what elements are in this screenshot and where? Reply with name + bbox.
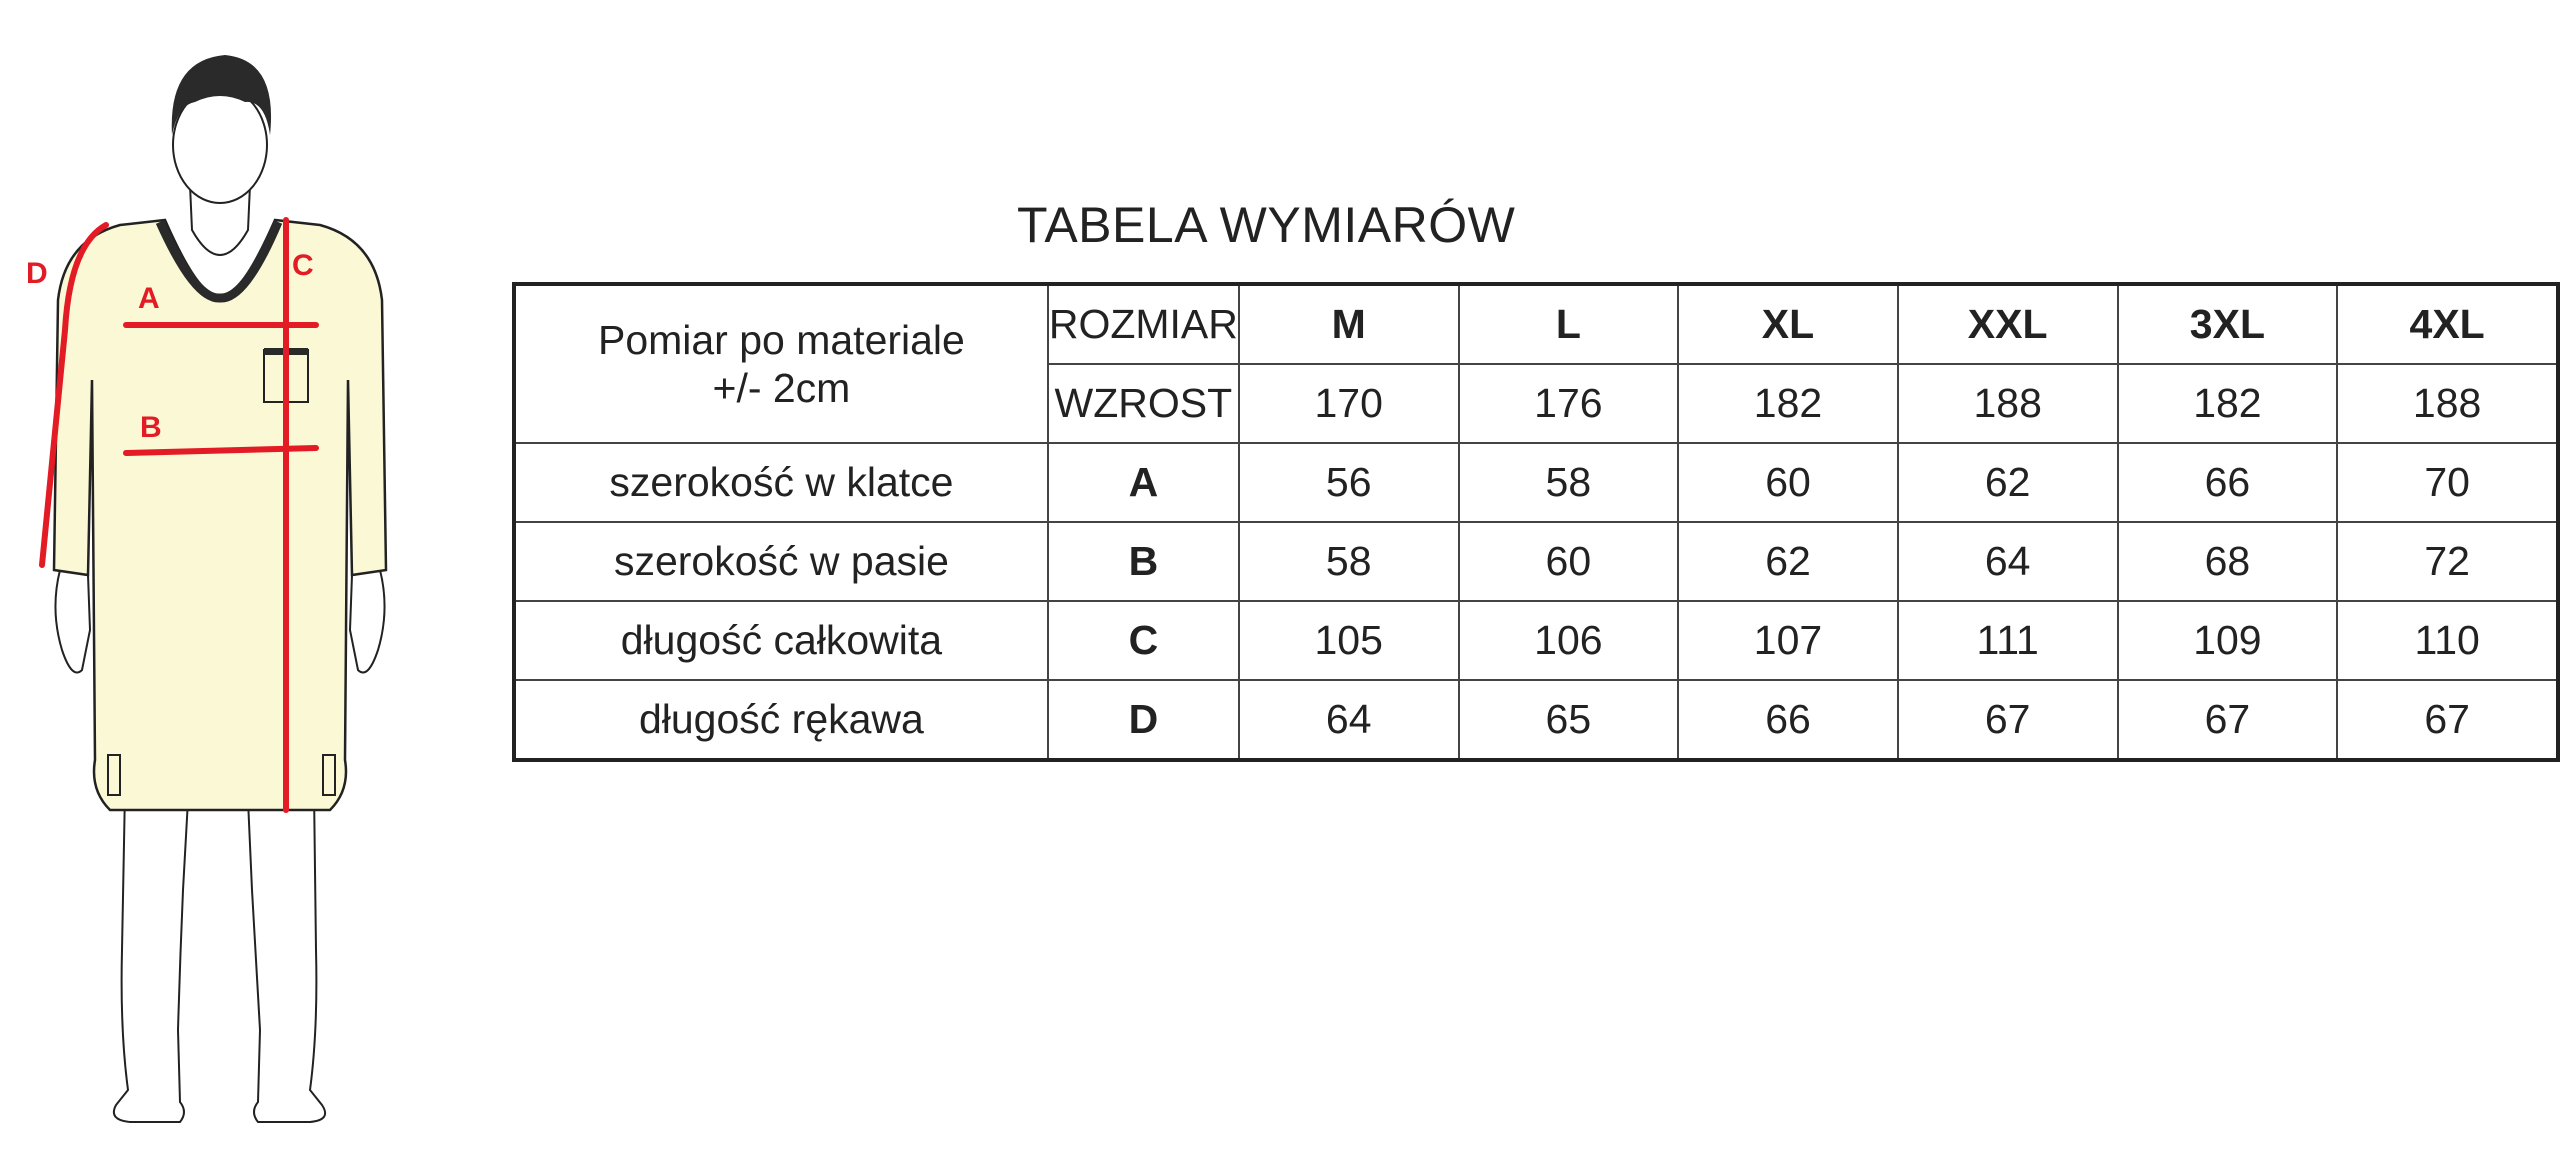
row-description: długość całkowita: [514, 601, 1048, 680]
value-cell: 107: [1678, 601, 1898, 680]
height-cell: 170: [1239, 364, 1459, 443]
left-hem-tab: [108, 755, 120, 795]
height-cell: 176: [1459, 364, 1679, 443]
size-cell: XXL: [1898, 284, 2118, 364]
row-letter: B: [1048, 522, 1239, 601]
header-description: [514, 284, 1048, 443]
header-desc-line2: +/- 2cm: [712, 365, 851, 411]
height-cell: 182: [2118, 364, 2338, 443]
label-b: B: [140, 411, 162, 444]
table-row-total-length: [514, 601, 2558, 680]
page-title: TABELA WYMIARÓW: [1017, 197, 1516, 253]
value-cell: 62: [1898, 443, 2118, 522]
value-cell: 62: [1678, 522, 1898, 601]
row-description: długość rękawa: [514, 680, 1048, 760]
row-description: szerokość w pasie: [514, 522, 1048, 601]
value-cell: 72: [2337, 522, 2558, 601]
label-a: A: [138, 282, 160, 315]
size-label: ROZMIAR: [1048, 284, 1239, 364]
size-cell: XL: [1678, 284, 1898, 364]
table-row-sizes: [514, 284, 2558, 364]
size-cell: 4XL: [2337, 284, 2558, 364]
value-cell: 110: [2337, 601, 2558, 680]
value-cell: 70: [2337, 443, 2558, 522]
value-cell: 105: [1239, 601, 1459, 680]
value-cell: 111: [1898, 601, 2118, 680]
row-letter: D: [1048, 680, 1239, 760]
row-description: szerokość w klatce: [514, 443, 1048, 522]
value-cell: 64: [1239, 680, 1459, 760]
right-hem-tab: [323, 755, 335, 795]
table-row-sleeve-length: [514, 680, 2558, 760]
legs: [114, 790, 325, 1122]
value-cell: 58: [1459, 443, 1679, 522]
table-row-waist-width: [514, 522, 2558, 601]
value-cell: 56: [1239, 443, 1459, 522]
table-row-chest-width: [514, 443, 2558, 522]
value-cell: 67: [1898, 680, 2118, 760]
value-cell: 67: [2337, 680, 2558, 760]
value-cell: 58: [1239, 522, 1459, 601]
value-cell: 106: [1459, 601, 1679, 680]
value-cell: 68: [2118, 522, 2338, 601]
value-cell: 109: [2118, 601, 2338, 680]
size-cell: M: [1239, 284, 1459, 364]
value-cell: 66: [2118, 443, 2338, 522]
value-cell: 60: [1678, 443, 1898, 522]
size-cell: 3XL: [2118, 284, 2338, 364]
value-cell: 60: [1459, 522, 1679, 601]
height-cell: 188: [2337, 364, 2558, 443]
value-cell: 65: [1459, 680, 1679, 760]
value-cell: 64: [1898, 522, 2118, 601]
label-c: C: [292, 249, 314, 282]
garment-figure: [20, 30, 440, 1140]
gown-body: [54, 220, 386, 810]
row-letter: C: [1048, 601, 1239, 680]
size-table: [512, 282, 2560, 762]
height-cell: 188: [1898, 364, 2118, 443]
label-d: D: [26, 257, 48, 290]
size-cell: L: [1459, 284, 1679, 364]
value-cell: 67: [2118, 680, 2338, 760]
header-desc-line1: Pomiar po materiale: [597, 317, 965, 363]
value-cell: 66: [1678, 680, 1898, 760]
height-cell: 182: [1678, 364, 1898, 443]
height-label: WZROST: [1048, 364, 1239, 443]
row-letter: A: [1048, 443, 1239, 522]
